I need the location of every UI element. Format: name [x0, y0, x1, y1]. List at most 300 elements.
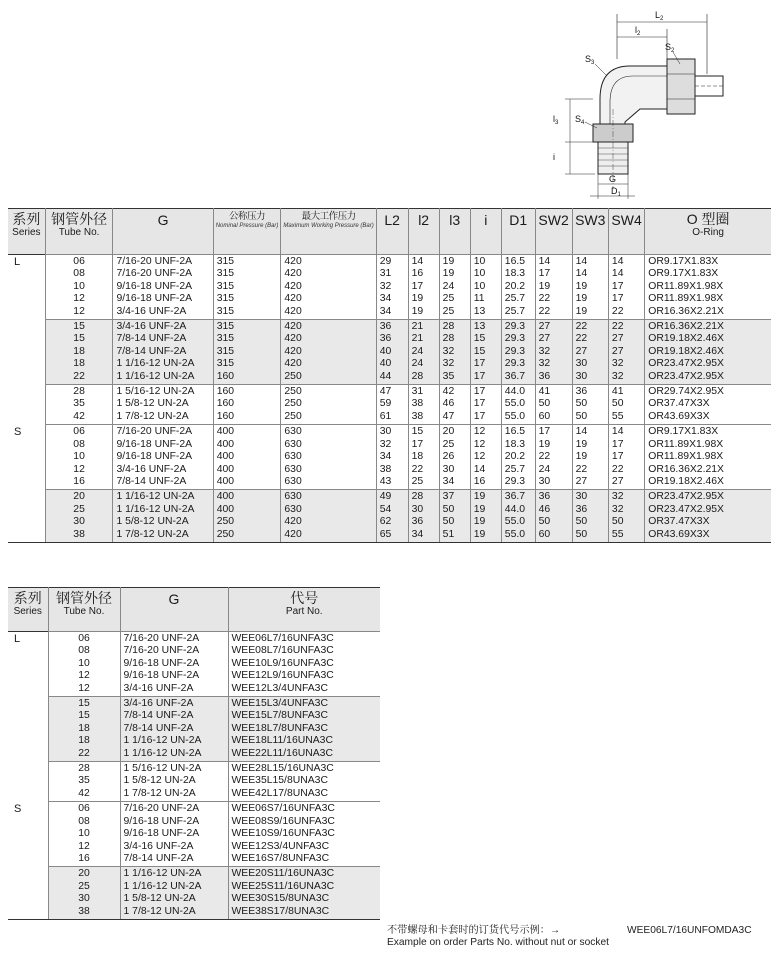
SW4-value: 17: [611, 451, 624, 463]
thread-value: 7/8-14 UNF-2A: [123, 710, 194, 722]
D1-value: 25.7: [504, 305, 526, 317]
SW4-value: 17: [611, 293, 624, 305]
SW2-value: 22: [538, 451, 551, 463]
thread-value: 1 1/16-12 UN-2A: [116, 491, 195, 503]
header-g: G: [120, 588, 228, 632]
max-pressure-value: 630: [284, 463, 302, 475]
SW2-value: 32: [538, 345, 551, 357]
max-pressure-value: 630: [284, 426, 302, 438]
row-group: [8, 867, 380, 920]
L2-value: 65: [379, 528, 392, 540]
SW4-value: 27: [611, 475, 624, 487]
D1-value: 29.3: [504, 475, 526, 487]
max-pressure-value: 420: [284, 305, 302, 317]
SW2-value: 41: [538, 386, 551, 398]
D1-value: 55.0: [504, 528, 526, 540]
nominal-pressure-cell: [213, 255, 281, 320]
SW2-value: 17: [538, 426, 551, 438]
oring-value: OR16.36X2.21X: [648, 463, 724, 475]
part-no-value: WEE12S3/4UNFA3C: [231, 840, 330, 852]
D1-value: 29.3: [504, 333, 526, 345]
L2-value: 38: [379, 463, 392, 475]
SW4-value: 14: [611, 256, 624, 267]
l3-value: 26: [442, 451, 455, 463]
tube-value: 38: [73, 528, 85, 540]
l2-value: 22: [411, 463, 424, 475]
nominal-pressure-cell: [213, 490, 281, 543]
i-cell: [470, 490, 501, 543]
tube-value: 42: [78, 787, 90, 799]
header-g: G: [113, 209, 213, 255]
l2-value: 24: [411, 358, 424, 370]
thread-value: 3/4-16 UNF-2A: [123, 682, 194, 694]
SW4-value: 17: [611, 438, 624, 450]
tube-cell: [45, 320, 113, 385]
nominal-pressure-value: 160: [216, 410, 235, 422]
oring-cell: [645, 320, 771, 385]
nominal-pressure-cell: [213, 425, 281, 490]
header-series: 系列 Series: [8, 209, 45, 255]
part-no-value: WEE25S11/16UNA3C: [231, 880, 335, 892]
L2-cell: [376, 385, 408, 425]
l2-value: 24: [411, 345, 424, 357]
thread-value: 1 7/8-12 UN-2A: [116, 528, 189, 540]
row-group: [8, 255, 771, 320]
header-L2: L2: [376, 209, 408, 255]
l2-value: 19: [411, 293, 424, 305]
thread-value: 1 1/16-12 UN-2A: [116, 503, 195, 515]
tube-cell: [48, 802, 120, 867]
tube-value: 12: [78, 682, 90, 694]
header-D1: D1: [501, 209, 535, 255]
header-tube: 钢管外径 Tube No.: [48, 588, 120, 632]
l3-value: 28: [442, 333, 455, 345]
SW3-cell: [572, 255, 608, 320]
l2-value: 17: [411, 438, 424, 450]
i-value: 10: [473, 268, 486, 280]
tube-value: 25: [78, 880, 90, 892]
tube-value: 20: [78, 868, 90, 880]
max-pressure-value: 420: [284, 528, 302, 540]
SW4-value: 32: [611, 491, 624, 503]
tube-value: 18: [78, 722, 90, 734]
tube-value: 18: [78, 735, 90, 747]
SW3-value: 19: [575, 305, 588, 317]
thread-value: 7/16-20 UNF-2A: [116, 256, 193, 267]
SW3-value: 19: [575, 293, 588, 305]
SW2-value: 36: [538, 491, 551, 503]
oring-value: OR9.17X1.83X: [648, 426, 719, 438]
series-cell: [8, 762, 48, 802]
series-cell: [8, 320, 45, 385]
L2-value: 30: [379, 426, 392, 438]
thread-value: 1 5/8-12 UN-2A: [116, 398, 189, 410]
l3-value: 47: [442, 410, 455, 422]
l3-value: 32: [442, 358, 455, 370]
l3-value: 35: [442, 370, 455, 382]
l3-value: 34: [442, 475, 455, 487]
tube-value: 16: [78, 852, 90, 864]
i-value: 12: [473, 451, 486, 463]
oring-value: OR11.89X1.98X: [648, 438, 724, 450]
l3-value: 51: [442, 528, 455, 540]
header-oring: O 型圈 O-Ring: [645, 209, 771, 255]
SW4-value: 41: [611, 386, 624, 398]
part-no-value: WEE10S9/16UNFA3C: [231, 828, 335, 840]
SW4-value: 22: [611, 463, 624, 475]
l2-value: 21: [411, 321, 424, 333]
label-l3: $l_3$: [553, 114, 559, 126]
oring-value: OR11.89X1.98X: [648, 280, 724, 292]
tube-cell: [48, 762, 120, 802]
nominal-pressure-value: 250: [216, 528, 235, 540]
part-no-value: WEE16S7/8UNFA3C: [231, 852, 330, 864]
D1-cell: [501, 255, 535, 320]
part-no-value: WEE06S7/16UNFA3C: [231, 803, 335, 815]
thread-value: 7/8-14 UNF-2A: [116, 475, 187, 487]
SW4-value: 32: [611, 370, 624, 382]
thread-value: 3/4-16 UNF-2A: [123, 698, 194, 710]
row-group: [8, 490, 771, 543]
label-S2: $S_2$: [665, 42, 675, 54]
l3-cell: [439, 425, 470, 490]
D1-value: 25.7: [504, 293, 526, 305]
SW3-value: 14: [575, 426, 588, 438]
oring-value: OR23.47X2.95X: [648, 358, 724, 370]
thread-value: 9/16-18 UNF-2A: [123, 828, 200, 840]
L2-value: 59: [379, 398, 392, 410]
oring-value: OR23.47X2.95X: [648, 370, 724, 382]
oring-value: OR11.89X1.98X: [648, 451, 724, 463]
i-cell: [470, 425, 501, 490]
part-no-value: WEE08S9/16UNFA3C: [231, 815, 335, 827]
L2-value: 36: [379, 321, 392, 333]
l2-value: 31: [411, 386, 424, 398]
thread-cell: [113, 255, 213, 320]
SW2-value: 19: [538, 438, 551, 450]
series-cell: S: [14, 802, 22, 815]
tube-value: 35: [78, 775, 90, 787]
header-part-no: 代号 Part No.: [228, 588, 380, 632]
nominal-pressure-value: 160: [216, 370, 235, 382]
SW3-value: 50: [575, 398, 588, 410]
l3-value: 30: [442, 463, 455, 475]
thread-value: 7/16-20 UNF-2A: [116, 268, 193, 280]
l2-value: 38: [411, 410, 424, 422]
part-no-value: WEE28L15/16UNA3C: [231, 763, 334, 775]
thread-value: 1 5/8-12 UN-2A: [116, 516, 189, 528]
part-no-value: WEE22L11/16UNA3C: [231, 747, 333, 759]
series-cell: L: [14, 256, 21, 268]
i-value: 12: [473, 426, 486, 438]
SW2-value: 50: [538, 516, 551, 528]
thread-cell: [113, 490, 213, 543]
tube-value: 08: [78, 815, 90, 827]
max-pressure-value: 630: [284, 451, 302, 463]
thread-value: 1 5/8-12 UN-2A: [123, 893, 196, 905]
thread-value: 1 1/16-12 UN-2A: [123, 747, 202, 759]
i-value: 15: [473, 345, 486, 357]
l3-value: 25: [442, 438, 455, 450]
SW2-value: 36: [538, 370, 551, 382]
SW4-cell: [608, 425, 644, 490]
part-no-value: WEE12L9/16UNFA3C: [231, 670, 334, 682]
oring-value: OR23.47X2.95X: [648, 491, 724, 503]
l2-value: 14: [411, 256, 424, 267]
thread-value: 7/8-14 UNF-2A: [123, 722, 194, 734]
table-row: [8, 762, 380, 802]
SW3-cell: [572, 385, 608, 425]
max-pressure-cell: [281, 320, 376, 385]
max-pressure-value: 250: [284, 410, 302, 422]
tube-value: 30: [78, 893, 90, 905]
SW4-value: 50: [611, 516, 624, 528]
i-value: 13: [473, 305, 486, 317]
i-value: 17: [473, 370, 486, 382]
l3-value: 25: [442, 293, 455, 305]
l3-value: 20: [442, 426, 455, 438]
nominal-pressure-value: 400: [216, 475, 235, 487]
header-SW2: SW2: [535, 209, 572, 255]
tube-value: 12: [78, 670, 90, 682]
SW4-cell: [608, 490, 644, 543]
series-cell: S: [14, 425, 22, 438]
tube-value: 28: [78, 763, 90, 775]
i-value: 17: [473, 386, 486, 398]
i-value: 13: [473, 321, 486, 333]
D1-cell: [501, 385, 535, 425]
row-group: [8, 320, 771, 385]
SW3-value: 30: [575, 370, 588, 382]
SW2-cell: [535, 425, 572, 490]
L2-value: 34: [379, 305, 392, 317]
SW3-value: 14: [575, 268, 588, 280]
label-S3: $S_3$: [585, 54, 595, 66]
L2-cell: [376, 490, 408, 543]
tube-value: 15: [73, 333, 85, 345]
note-cn: 不带螺母和卡套时的订货代号示例：→: [387, 925, 561, 936]
thread-value: 1 1/16-12 UN-2A: [123, 735, 202, 747]
L2-cell: [376, 255, 408, 320]
thread-value: 1 7/8-12 UN-2A: [116, 410, 189, 422]
nominal-pressure-value: 315: [216, 333, 235, 345]
max-pressure-value: 420: [284, 516, 302, 528]
header-l3: l3: [439, 209, 470, 255]
l2-cell: [408, 255, 439, 320]
tube-value: 15: [78, 698, 90, 710]
SW3-value: 19: [575, 438, 588, 450]
D1-value: 44.0: [504, 386, 526, 398]
SW3-value: 22: [575, 321, 588, 333]
tube-value: 06: [73, 426, 85, 438]
series-cell: [8, 697, 48, 762]
L2-value: 40: [379, 358, 392, 370]
thread-value: 9/16-18 UNF-2A: [116, 451, 193, 463]
table-row: [8, 490, 771, 543]
SW2-cell: [535, 320, 572, 385]
nominal-pressure-value: 315: [216, 345, 235, 357]
L2-cell: [376, 425, 408, 490]
SW2-cell: [535, 490, 572, 543]
oring-value: OR43.69X3X: [648, 528, 710, 540]
l3-value: 50: [442, 503, 455, 515]
header-series: 系列 Series: [8, 588, 48, 632]
header-i: i: [470, 209, 501, 255]
header-tube: 钢管外径 Tube No.: [45, 209, 113, 255]
i-value: 10: [473, 280, 486, 292]
SW4-cell: [608, 320, 644, 385]
i-value: 16: [473, 475, 486, 487]
i-value: 19: [473, 516, 486, 528]
row-group: [8, 425, 771, 490]
L2-value: 32: [379, 438, 392, 450]
tube-cell: [45, 490, 113, 543]
i-value: 17: [473, 358, 486, 370]
part-no-cell: [228, 867, 380, 920]
thread-value: 1 1/16-12 UN-2A: [116, 358, 195, 370]
thread-value: 9/16-18 UNF-2A: [123, 657, 200, 669]
max-pressure-value: 420: [284, 268, 302, 280]
SW2-cell: [535, 255, 572, 320]
i-value: 10: [473, 256, 486, 267]
l2-value: 36: [411, 516, 424, 528]
max-pressure-value: 420: [284, 358, 302, 370]
oring-cell: [645, 425, 771, 490]
nominal-pressure-value: 315: [216, 256, 235, 267]
note-en: Example on order Parts No. without nut or socket: [387, 937, 609, 948]
row-group: [8, 697, 380, 762]
SW3-cell: [572, 320, 608, 385]
max-pressure-value: 250: [284, 370, 302, 382]
max-pressure-value: 630: [284, 491, 302, 503]
SW3-value: 36: [575, 386, 588, 398]
L2-value: 36: [379, 333, 392, 345]
oring-cell: [645, 490, 771, 543]
thread-cell: [120, 632, 228, 697]
L2-cell: [376, 320, 408, 385]
nominal-pressure-cell: [213, 320, 281, 385]
D1-value: 25.7: [504, 463, 526, 475]
i-value: 19: [473, 503, 486, 515]
L2-value: 29: [379, 256, 392, 267]
SW3-value: 30: [575, 491, 588, 503]
SW2-value: 32: [538, 358, 551, 370]
i-value: 15: [473, 333, 486, 345]
max-pressure-value: 250: [284, 386, 302, 398]
l2-cell: [408, 385, 439, 425]
table-row: [8, 632, 380, 697]
label-S4: $S_4$: [575, 114, 585, 126]
table-row: [8, 802, 380, 867]
l2-value: 25: [411, 475, 424, 487]
nominal-pressure-value: 400: [216, 438, 235, 450]
thread-value: 1 1/16-12 UN-2A: [116, 370, 195, 382]
thread-cell: [113, 385, 213, 425]
D1-value: 16.5: [504, 426, 526, 438]
SW2-value: 50: [538, 398, 551, 410]
D1-value: 55.0: [504, 516, 526, 528]
header-nominal-pressure: 公称压力 Nominal Pressure (Bar): [213, 209, 281, 255]
oring-value: OR19.18X2.46X: [648, 345, 724, 357]
SW3-value: 50: [575, 516, 588, 528]
tube-value: 42: [73, 410, 85, 422]
l2-value: 28: [411, 370, 424, 382]
D1-value: 29.3: [504, 345, 526, 357]
row-group: [8, 385, 771, 425]
SW2-value: 27: [538, 321, 551, 333]
thread-value: 9/16-18 UNF-2A: [116, 293, 193, 305]
oring-value: OR19.18X2.46X: [648, 475, 724, 487]
thread-value: 7/16-20 UNF-2A: [123, 633, 200, 644]
header-SW4: SW4: [608, 209, 644, 255]
l3-value: 46: [442, 398, 455, 410]
tube-cell: [48, 867, 120, 920]
max-pressure-value: 420: [284, 280, 302, 292]
L2-value: 62: [379, 516, 392, 528]
L2-value: 34: [379, 293, 392, 305]
thread-cell: [120, 867, 228, 920]
l2-value: 15: [411, 426, 424, 438]
oring-value: OR37.47X3X: [648, 516, 710, 528]
thread-value: 9/16-18 UNF-2A: [116, 280, 193, 292]
table-row: [8, 320, 771, 385]
SW4-value: 17: [611, 280, 624, 292]
SW4-value: 22: [611, 305, 624, 317]
D1-value: 29.3: [504, 321, 526, 333]
nominal-pressure-value: 400: [216, 463, 235, 475]
l2-value: 38: [411, 398, 424, 410]
l3-value: 24: [442, 280, 455, 292]
nominal-pressure-value: 160: [216, 398, 235, 410]
part-no-value: WEE38S17/8UNA3C: [231, 905, 330, 917]
SW2-value: 30: [538, 475, 551, 487]
thread-value: 1 5/16-12 UN-2A: [116, 386, 195, 398]
D1-cell: [501, 320, 535, 385]
nominal-pressure-cell: [213, 385, 281, 425]
L2-value: 43: [379, 475, 392, 487]
thread-value: 3/4-16 UNF-2A: [116, 321, 187, 333]
row-group: [8, 762, 380, 802]
nominal-pressure-value: 400: [216, 426, 235, 438]
L2-value: 40: [379, 345, 392, 357]
thread-value: 7/8-14 UNF-2A: [123, 852, 194, 864]
nominal-pressure-value: 160: [216, 386, 235, 398]
D1-cell: [501, 425, 535, 490]
thread-value: 7/16-20 UNF-2A: [116, 426, 193, 438]
SW3-value: 22: [575, 333, 588, 345]
nominal-pressure-value: 315: [216, 305, 235, 317]
thread-value: 9/16-18 UNF-2A: [123, 670, 200, 682]
SW3-value: 19: [575, 280, 588, 292]
nominal-pressure-value: 315: [216, 358, 235, 370]
oring-value: OR9.17X1.83X: [648, 256, 719, 267]
elbow-fitting-drawing: [545, 4, 780, 204]
i-value: 19: [473, 491, 486, 503]
part-no-value: WEE35L15/8UNA3C: [231, 775, 328, 787]
thread-value: 3/4-16 UNF-2A: [116, 305, 187, 317]
part-no-value: WEE10L9/16UNFA3C: [231, 657, 334, 669]
L2-value: 32: [379, 280, 392, 292]
SW4-value: 50: [611, 398, 624, 410]
table1-header-row: [8, 209, 771, 255]
max-pressure-value: 420: [284, 345, 302, 357]
table-row: [8, 255, 771, 320]
tube-value: 12: [73, 305, 85, 317]
thread-value: 3/4-16 UNF-2A: [116, 463, 187, 475]
L2-value: 31: [379, 268, 392, 280]
SW4-value: 27: [611, 345, 624, 357]
SW2-value: 17: [538, 268, 551, 280]
